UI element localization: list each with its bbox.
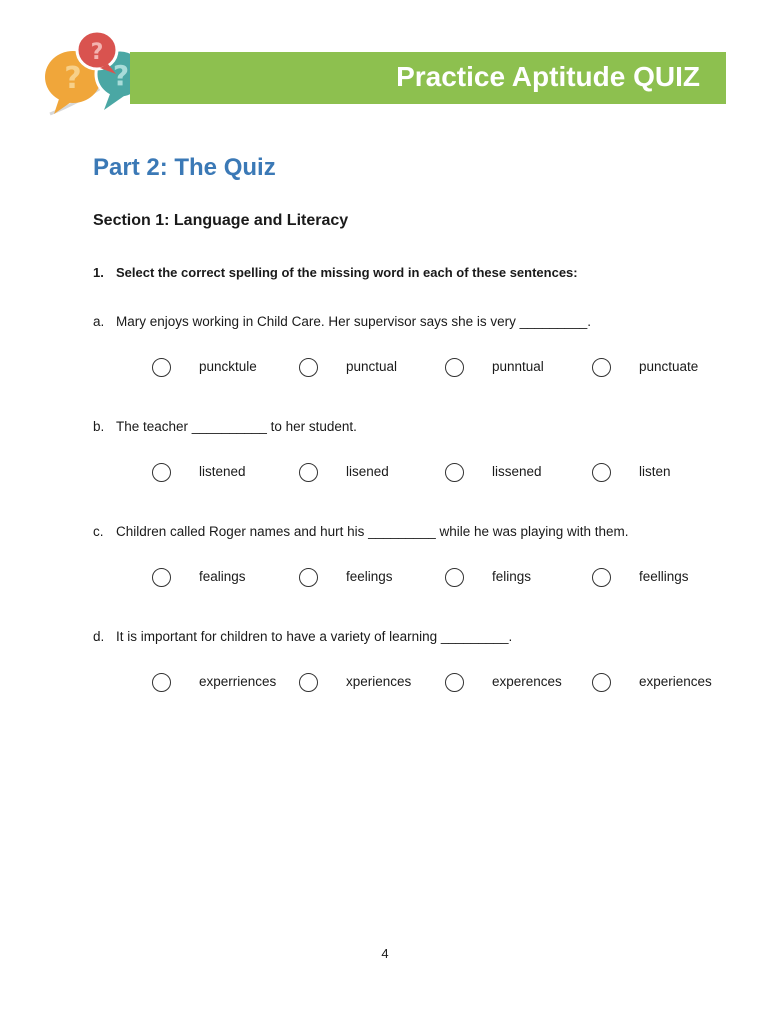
radio-button[interactable] xyxy=(445,673,464,692)
option-label: xperiences xyxy=(346,674,412,689)
radio-button[interactable] xyxy=(592,568,611,587)
section-title: Section 1: Language and Literacy xyxy=(93,212,349,229)
option-label: lisened xyxy=(346,464,389,479)
header-banner xyxy=(130,52,726,104)
question-instruction xyxy=(93,265,578,280)
instruction-number: 1. xyxy=(93,265,104,280)
part-title: Part 2: The Quiz xyxy=(93,154,276,181)
svg-text:?: ? xyxy=(64,61,82,96)
option-label: listened xyxy=(199,464,246,479)
question-a xyxy=(93,314,591,329)
option-label: feelings xyxy=(346,569,393,584)
radio-button[interactable] xyxy=(445,463,464,482)
option-label: fealings xyxy=(199,569,246,584)
radio-button[interactable] xyxy=(592,358,611,377)
radio-button[interactable] xyxy=(152,358,171,377)
question-letter: a. xyxy=(93,314,105,329)
question-letter: d. xyxy=(93,629,105,644)
option-label: lissened xyxy=(492,464,542,479)
svg-text:?: ? xyxy=(90,40,104,65)
radio-button[interactable] xyxy=(299,358,318,377)
page-number: 4 xyxy=(381,946,389,961)
radio-button[interactable] xyxy=(299,568,318,587)
option-label: punctuate xyxy=(639,359,699,374)
option-label: felings xyxy=(492,569,532,584)
instruction-text: Select the correct spelling of the missing word in each of these sentences: xyxy=(116,265,578,280)
svg-text:?: ? xyxy=(112,59,130,92)
question-c xyxy=(93,524,629,539)
question-d xyxy=(93,629,512,644)
question-letter: c. xyxy=(93,524,104,539)
radio-button[interactable] xyxy=(152,568,171,587)
radio-button[interactable] xyxy=(445,358,464,377)
question-text: Children called Roger names and hurt his _________ while he was playing with them. xyxy=(116,524,629,539)
radio-button[interactable] xyxy=(152,463,171,482)
option-label: listen xyxy=(639,464,671,479)
option-label: puncktule xyxy=(199,359,257,374)
question-b xyxy=(93,419,357,434)
option-label: punntual xyxy=(492,359,544,374)
page-title: Practice Aptitude QUIZ xyxy=(396,61,700,92)
radio-button[interactable] xyxy=(299,673,318,692)
radio-button[interactable] xyxy=(152,673,171,692)
option-label: experences xyxy=(492,674,562,689)
question-text: Mary enjoys working in Child Care. Her supervisor says she is very _________. xyxy=(116,314,591,329)
radio-button[interactable] xyxy=(592,673,611,692)
radio-button[interactable] xyxy=(445,568,464,587)
question-letter: b. xyxy=(93,419,105,434)
option-label: feellings xyxy=(639,569,689,584)
option-label: experiences xyxy=(639,674,712,689)
question-text: It is important for children to have a variety of learning _________. xyxy=(116,629,513,644)
radio-button[interactable] xyxy=(299,463,318,482)
question-text: The teacher __________ to her student. xyxy=(116,419,357,434)
option-label: punctual xyxy=(346,359,398,374)
option-label: experriences xyxy=(199,674,277,689)
radio-button[interactable] xyxy=(592,463,611,482)
